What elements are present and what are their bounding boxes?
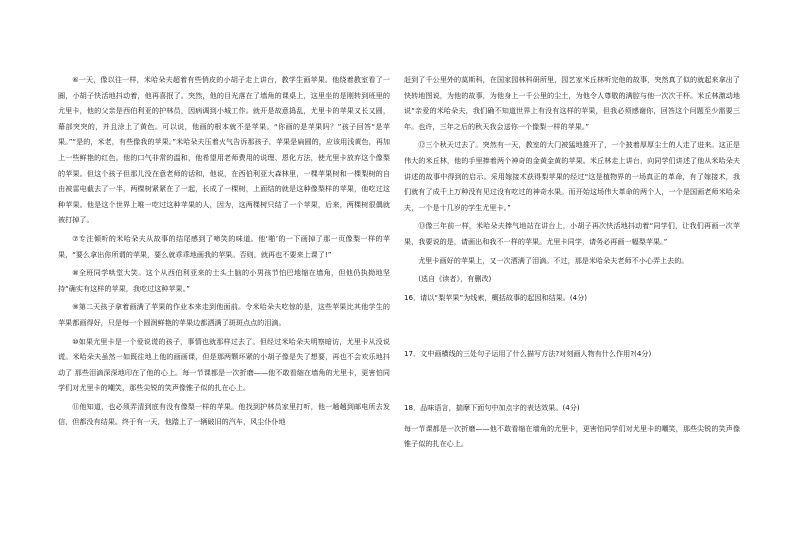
story-ending-paragraph: 尤里卡画好的苹果上，又一次洒满了泪滴。不过，那是米哈朵夫老师不小心弄上去的。	[418, 255, 689, 265]
source-note: (选自《读者》，有删改)	[418, 274, 492, 284]
question-18-sentence: 每一节课都是一次折磨——他不敢看缩在墙角的尤里卡，更害怕同学们对尤里卡的嘲笑，那些尖锐的笑声像锥子似的扎在心上。	[404, 423, 740, 449]
question-18: 18．品味语言，揣摩下面句中加点字的表达效果。(4分)	[404, 402, 580, 412]
left-column	[58, 72, 390, 433]
story-paragraph-9: ⑨第二天孩子拿着画满了苹果的作业本来走到他面前。令米哈朵夫吃惊的是，这些苹果比其他学生的苹果都画得好，只是每一个圆润鲜艳的苹果边都洒满了斑斑点点的泪滴。	[58, 302, 390, 327]
story-paragraph-6: ⑥一天，像以往一样，米哈朵夫超着有些俏皮的小胡子走上讲台，教学生画苹果。他绕着教室看了一圈，小胡子快活地抖动着，他再喜抿了。突然，他的目光落在了墙角的课桌上，这里坐的是刚转到班里的尤里卡，他的父亲是西伯利亚的护林员，因病调到小城工作。就开是故意捣乱，尤里卡的苹果又长又圆，幕部突突的，并且涂上了黄色。可以说，他画的根本就不是苹果。“你画的是苹果吗？”孩子回答“是苹果。”“是的，米老，有些像我的苹果。”米哈朵夫压着火气告诉那孩子，苹果是扁圆的，应该用浅黄色，再加上一些鲜艳的红色。他的口气非常的温和，他希望用老师费用的说理、恩化方法，使尤里卡放弃这个像梨的苹果。但这个孩子但那儿没在意老师的话和，他说，在西伯利亚大森林里，一棵苹果树和一棵梨树的自由被雷电截去了一半，两棵树紧紧在了一起，长成了一棵树，上面结的就是这种像梨样的苹果，他吃过这种苹果。他是这个世界上唯一吃过这种苹果的人，因为，这两棵树只结了一个苹果，后来，两棵树很偶就被打掉了。	[58, 75, 390, 225]
story-paragraph-12: ⑫三个秋天过去了。突然有一天，教室的大门被猛地推开了，一个披着厚厚尘土的人走了进来。这正是伟大的米丘林，他的手里捧着两个神奇的金黄金黄的苹果。米丘林走上讲台，向同学们讲述了他从米哈朵夫讲述的故事中得到的启示。采用嫁接术获得梨苹果的经过“这是植物界的一场真正的革命，有了嫁接术，我们就有了成千上万种没有见过没有吃过的神奇水果。而开始这场伟大革命的两个人，一个是国画老师米哈朵夫，一个是十几岁的学生尤里卡。”	[404, 140, 740, 212]
story-paragraph-13: ⑬像三年前一样，米哈朵夫捧气地站在讲台上，小胡子再次快活地抖动着“同学们，让我们再画一次苹果，我要说的是，请画出和我不一样的苹果。尤里卡同学，请务必再画一幅梨苹果。”	[404, 221, 740, 246]
answer-space-16[interactable]	[404, 305, 740, 347]
question-16: 16．请以“梨苹果”为线索，概括故事的起因和结果。(4分)	[404, 292, 588, 302]
story-paragraph-10: ⑩如果尤里卡是一个爱说谎的孩子，事情也就那样过去了。但经过米哈朵夫明察暗访，尤里卡从没说谎。米哈朵夫虽然一如既往地上他的画画课，但是那两颗坏紧的小胡子像是失了想要，再也不会欢乐地抖动了 那些泪滴深深地印在了他的心上。每一节课都是一次折磨——他不敢看缩在墙角的尤里卡，更害怕同学们对尤里卡的嘲笑，那些尖锐的笑声像锥子似的扎在心上。	[58, 336, 390, 393]
story-paragraph-11-continued: 赶到了千公里外的莫斯科，在国家园林科研所里，园艺家米丘林听完他的故事，突然真了似的就起来拿出了快转地图说，为他的故事，为他身上一千公里的尘土，为他令人尊敬的满腔与他一次次干杯。米丘林激动地说“亲爱的米哈朵夫，我们确不知道世界上有没有这样的苹果，但我必须感谢你，回答这个问题至少需要三年。也许，三年之后的秋天我会送你一个像梨一样的苹果。”	[404, 75, 740, 131]
story-paragraph-8: ⑧全班同学哄堂大笑。这个从西伯利亚来的土头土脑的小男孩节怕巴地缩在墙角，但他仍执拗地坚持“确实有这样的苹果，我吃过这种苹果。”	[58, 268, 390, 293]
story-paragraph-11: ⑪他知道，也必须弄清到底有没有像梨一样的苹果。他找到护林员家里打听，他一趟趟到邮电所去发信，但都没有结果。终于有一天，他踏上了一辆破旧的汽车，风尘仆仆地	[58, 401, 390, 427]
answer-space-17[interactable]	[404, 361, 740, 401]
question-17: 17．文中画横线的三处句子运用了什么描写方法?对刻画人物有什么作用?(4分)	[404, 348, 652, 358]
story-paragraph-7: ⑦专注倾听的米哈朵夫从故事的结尾感到了啼笑的味道。他‘啪’的一下画掉了那一页像梨一样的苹果，“要么拿出你所谓的苹果，要么就乖乖地画我的苹果。否则，就再也不要来上课了!”	[58, 233, 390, 259]
right-column	[404, 72, 740, 455]
